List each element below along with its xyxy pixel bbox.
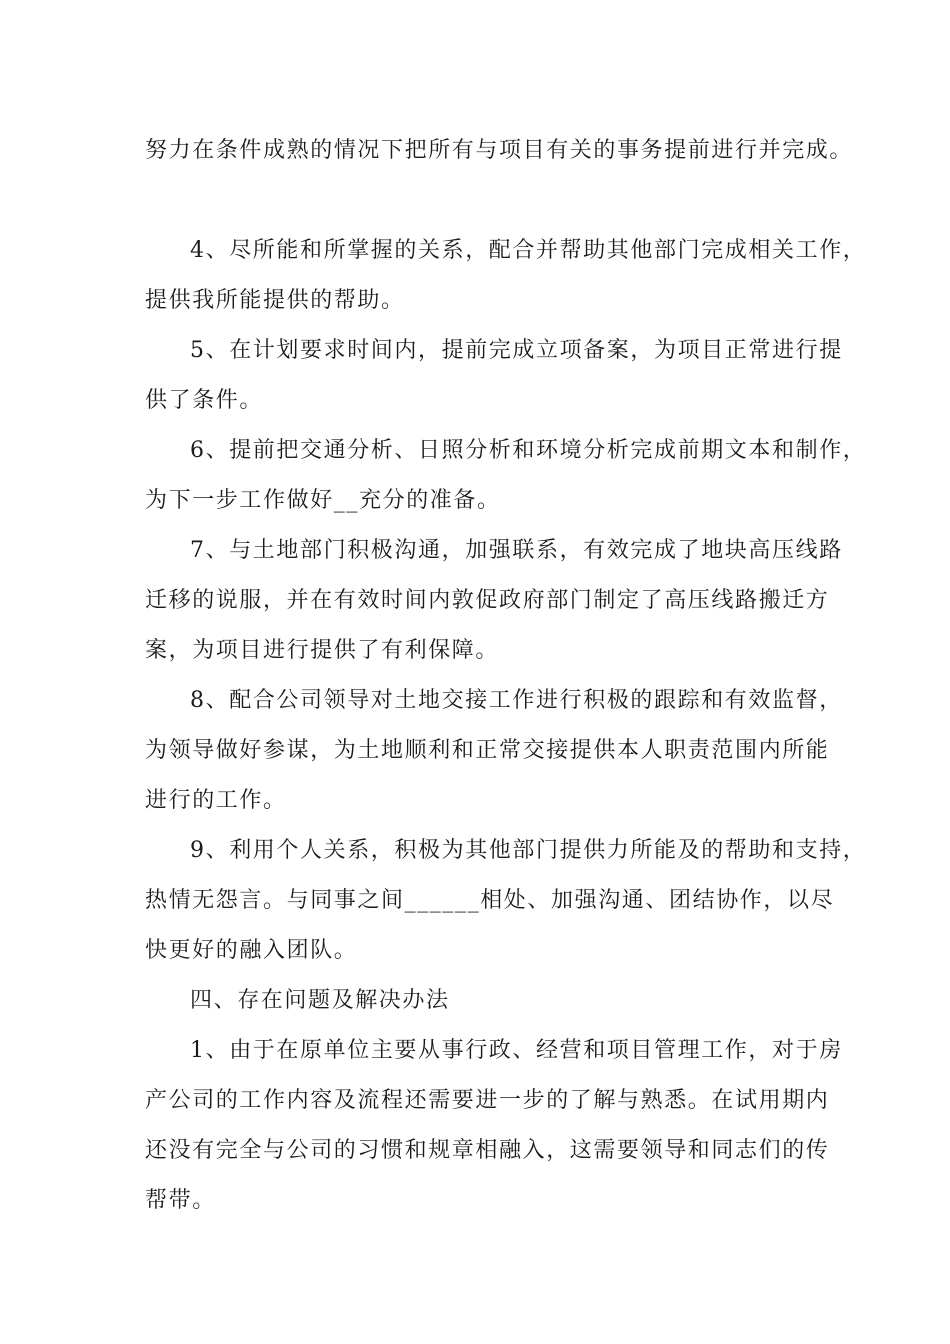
- problem-item-1-line-4: 帮带。: [145, 1188, 216, 1213]
- paragraph-item-8-line-1: 8、配合公司领导对土地交接工作进行积极的跟踪和有效监督，: [190, 688, 843, 713]
- paragraph-item-7-line-3: 案，为项目进行提供了有利保障。: [145, 638, 500, 663]
- paragraph-item-5-line-1: 5、在计划要求时间内，提前完成立项备案，为项目正常进行提: [190, 338, 843, 363]
- problem-item-1-line-2: 产公司的工作内容及流程还需要进一步的了解与熟悉。在试用期内: [145, 1088, 830, 1113]
- paragraph-item-6-line-2: 为下一步工作做好__充分的准备。: [145, 488, 501, 513]
- problem-item-1-line-3: 还没有完全与公司的习惯和规章相融入，这需要领导和同志们的传: [145, 1138, 830, 1163]
- paragraph-item-7-line-1: 7、与土地部门积极沟通，加强联系，有效完成了地块高压线路: [190, 538, 843, 563]
- paragraph-item-9-line-1: 9、利用个人关系，积极为其他部门提供力所能及的帮助和支持，: [190, 838, 867, 863]
- section-heading: 四、存在问题及解决办法: [190, 988, 450, 1013]
- paragraph-item-5-line-2: 供了条件。: [145, 388, 264, 413]
- paragraph-item-4-line-2: 提供我所能提供的帮助。: [145, 288, 405, 313]
- paragraph-item-8-line-2: 为领导做好参谋，为土地顺利和正常交接提供本人职责范围内所能: [145, 738, 830, 763]
- paragraph-item-8-line-3: 进行的工作。: [145, 788, 287, 813]
- paragraph-item-4-line-1: 4、尽所能和所掌握的关系，配合并帮助其他部门完成相关工作，: [190, 238, 867, 263]
- paragraph-item-6-line-1: 6、提前把交通分析、日照分析和环境分析完成前期文本和制作，: [190, 438, 867, 463]
- paragraph-item-9-line-2: 热情无怨言。与同事之间______相处、加强沟通、团结协作，以尽: [145, 888, 835, 913]
- text-line: 努力在条件成熟的情况下把所有与项目有关的事务提前进行并完成。: [145, 138, 854, 163]
- paragraph-item-7-line-2: 迁移的说服，并在有效时间内敦促政府部门制定了高压线路搬迁方: [145, 588, 830, 613]
- paragraph-item-9-line-3: 快更好的融入团队。: [145, 938, 358, 963]
- problem-item-1-line-1: 1、由于在原单位主要从事行政、经营和项目管理工作，对于房: [190, 1038, 843, 1063]
